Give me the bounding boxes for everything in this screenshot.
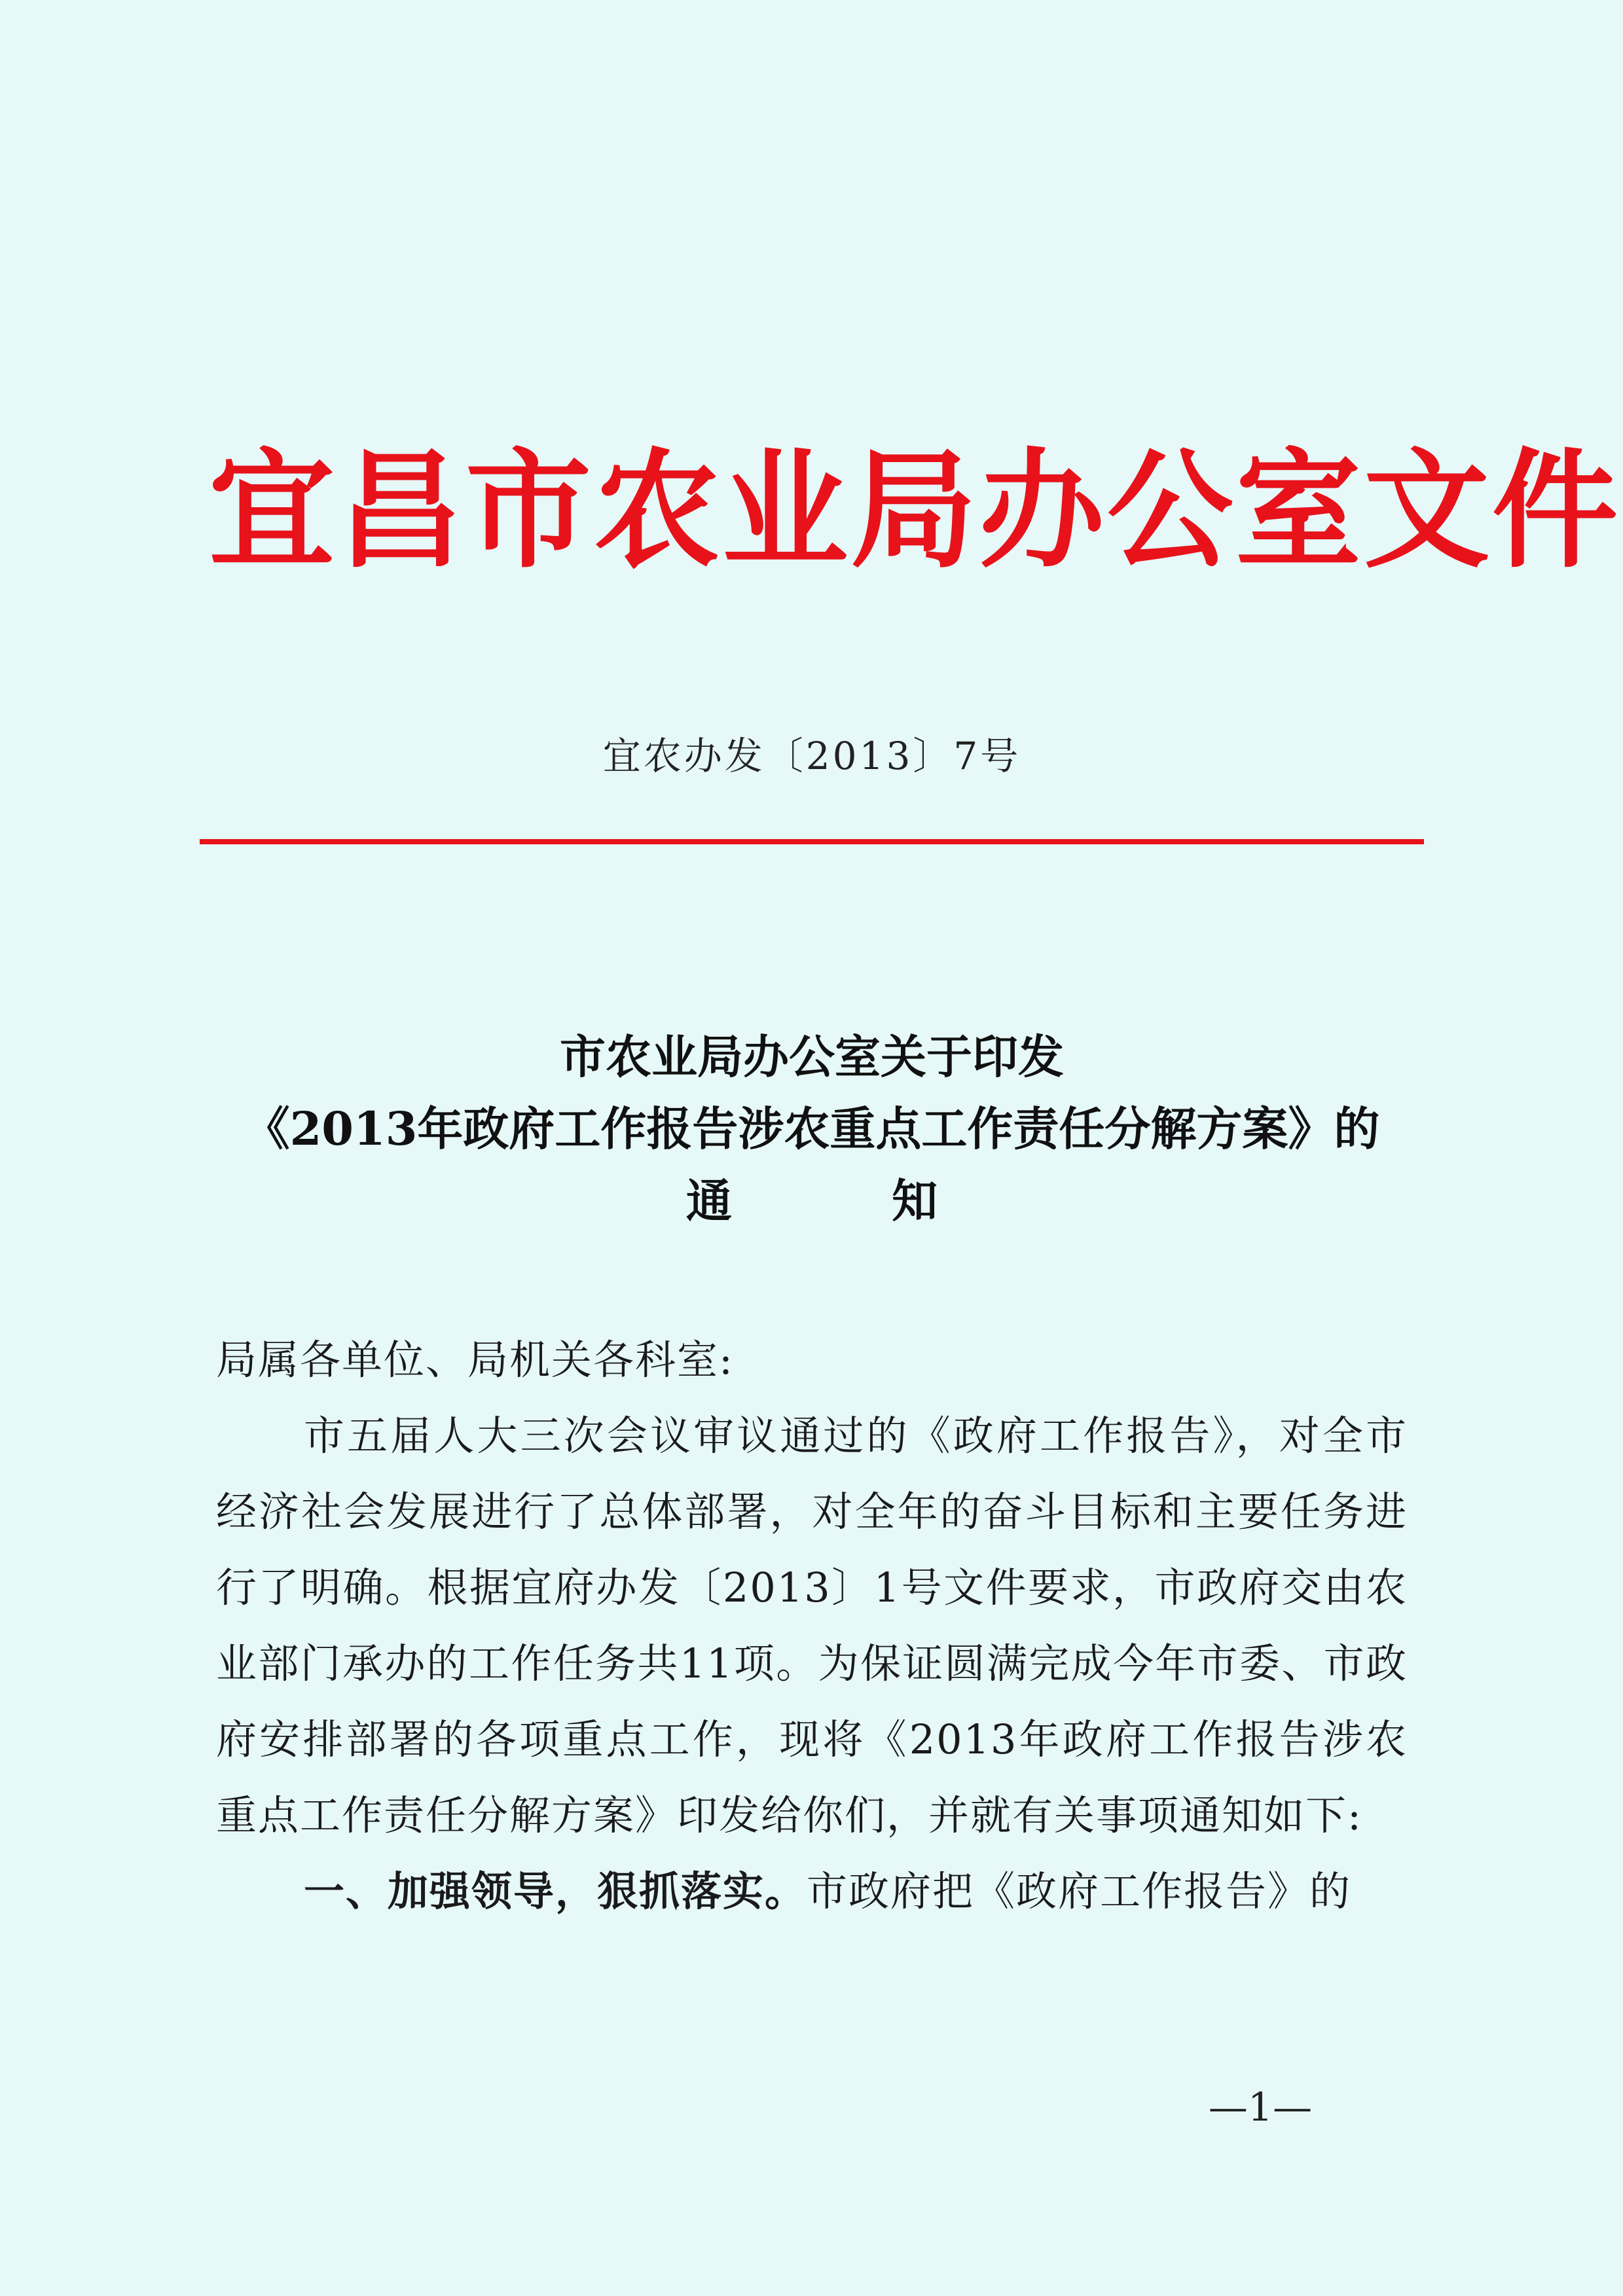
title-line-2: 《2013年政府工作报告涉农重点工作责任分解方案》的 (244, 1102, 1380, 1156)
red-separator-line (200, 839, 1424, 844)
document-title (183, 1021, 1440, 1237)
body-paragraph-1: 市五届人大三次会议审议通过的《政府工作报告》，对全市经济社会发展进行了总体部署，对全年的奋斗目标和主要任务进行了明确。根据宜府办发〔2013〕1号文件要求，市政府交由农业部门承办的工作任务共11项。为保证圆满完成今年市委、市政府安排部署的各项重点工作，现将《2013年政府工作报告涉农重点工作责任分解方案》印发给你们，并就有关事项通知如下: (216, 1412, 1408, 1839)
section-text-1: 市政府把《政府工作报告》的 (807, 1867, 1352, 1915)
issuing-org-header: 宜昌市农业局办公室文件 (209, 435, 1621, 586)
document-body (216, 1322, 1408, 1929)
title-line-1: 市农业局办公室关于印发 (560, 1030, 1064, 1084)
body-paragraph-2 (216, 1854, 1408, 1929)
title-line-3: 通 知 (685, 1174, 1010, 1228)
section-heading-1: 一、加强领导，狠抓落实。 (304, 1867, 807, 1915)
page-number: —1— (1208, 2085, 1313, 2130)
salutation: 局属各单位、局机关各科室: (216, 1336, 734, 1384)
document-number: 宜农办发〔2013〕7号 (602, 734, 1021, 778)
